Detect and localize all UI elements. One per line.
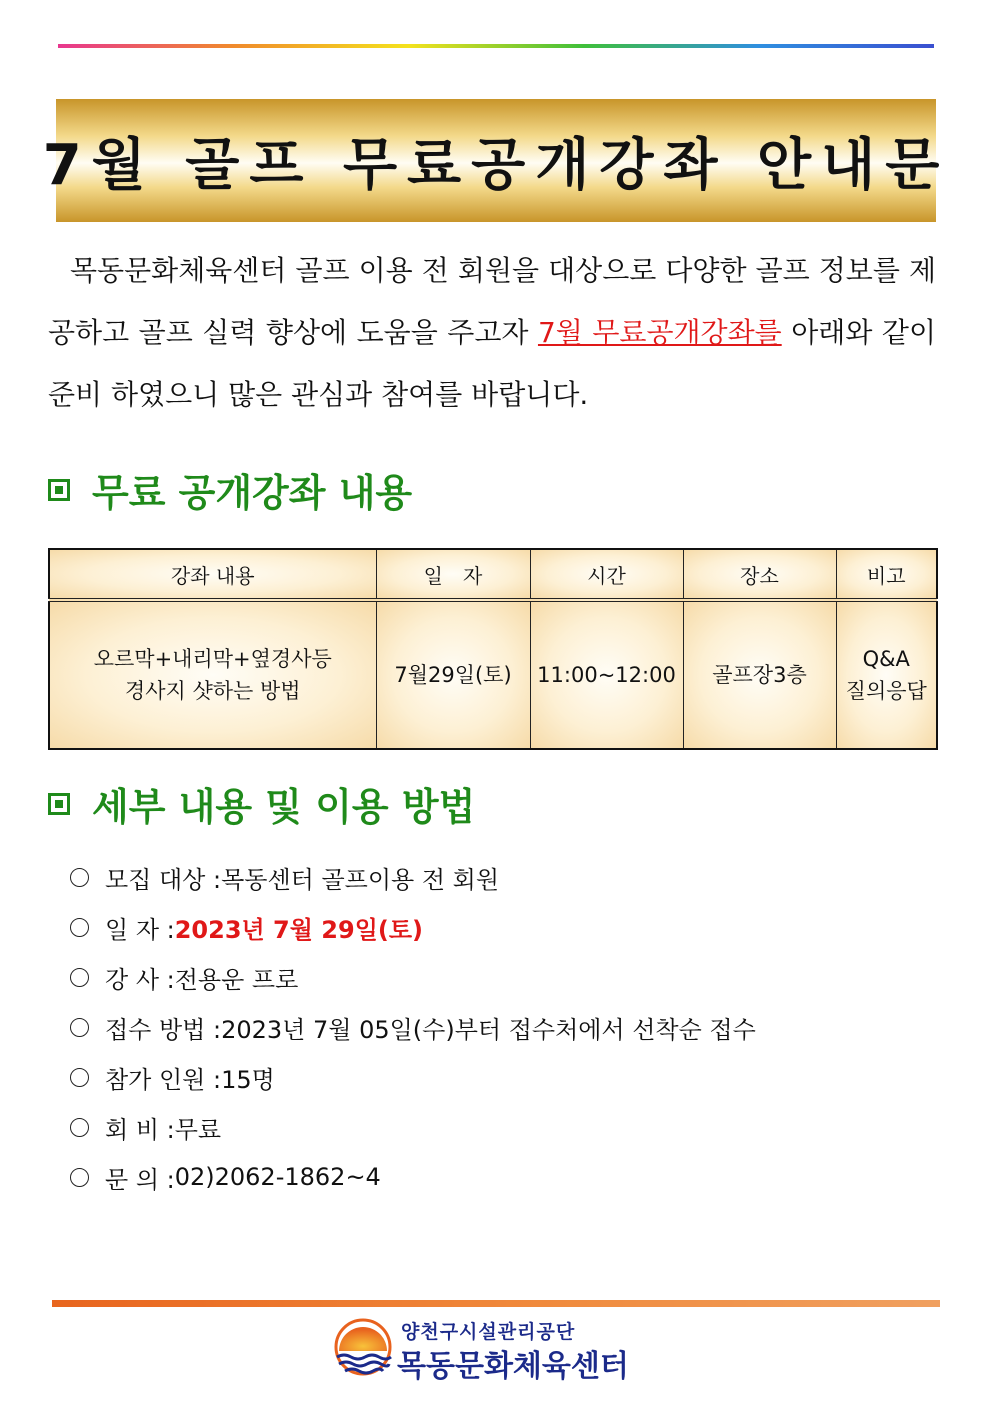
intro-text-after: 아래와 같이 준비 하였으니 많은 관심과 참여를 바랍니다. [48, 316, 936, 411]
section-title: 무료 공개강좌 내용 [92, 471, 413, 515]
item-label: 강 사 : [105, 965, 175, 994]
list-item [70, 1052, 756, 1102]
cell-time: 11:00~12:00 [530, 600, 683, 749]
square-bullet-icon [48, 479, 70, 501]
list-item [70, 1102, 756, 1152]
item-value: 2023년 7월 29일(토) [174, 915, 423, 944]
content-line-2: 경사지 샷하는 방법 [124, 679, 301, 703]
top-rainbow-divider [58, 44, 934, 48]
item-label: 일 자 : [105, 915, 175, 944]
section-heading-lecture [48, 462, 412, 517]
circle-bullet-icon [70, 868, 89, 887]
cell-content [49, 600, 376, 749]
item-value: 2023년 7월 05일(수)부터 접수처에서 선착순 접수 [221, 1015, 756, 1044]
list-item [70, 852, 756, 902]
item-label: 회 비 : [105, 1115, 175, 1144]
item-value: 02)2062-1862~4 [174, 1163, 381, 1191]
cell-place: 골프장3층 [683, 600, 836, 749]
bottom-orange-divider [52, 1300, 940, 1307]
list-item [70, 952, 756, 1002]
circle-bullet-icon [70, 1018, 89, 1037]
footer-center-name: 목동문화체육센터 [397, 1349, 629, 1384]
list-item [70, 1152, 756, 1202]
item-label: 모집 대상 : [105, 865, 222, 894]
item-label: 문 의 : [105, 1165, 175, 1194]
intro-text-before: 목동문화체육센터 골프 이용 전 회원을 대상으로 다양한 골프 정보를 제공하고 골프 실력 향상에 도움을 주고자 [48, 254, 936, 349]
item-value: 전용운 프로 [174, 965, 299, 994]
note-line-1: Q&A [862, 647, 910, 671]
item-value: 목동센터 골프이용 전 회원 [221, 865, 500, 894]
header-date: 일 자 [376, 549, 530, 600]
header-note: 비고 [836, 549, 937, 600]
intro-paragraph [48, 240, 936, 426]
item-value: 15명 [221, 1065, 275, 1094]
footer-logo [333, 1315, 693, 1384]
item-label: 참가 인원 : [105, 1065, 222, 1094]
cell-note [836, 600, 937, 749]
lecture-table [48, 548, 938, 750]
circle-bullet-icon [70, 918, 89, 937]
square-bullet-icon [48, 793, 70, 815]
circle-bullet-icon [70, 968, 89, 987]
sun-over-waves-icon [333, 1317, 393, 1377]
table-header-row [49, 549, 937, 600]
note-line-2: 질의응답 [845, 679, 927, 703]
item-label: 접수 방법 : [105, 1015, 222, 1044]
section-title: 세부 내용 및 이용 방법 [92, 785, 476, 829]
header-content: 강좌 내용 [49, 549, 376, 600]
item-value: 무료 [174, 1115, 222, 1144]
cell-date: 7월29일(토) [376, 600, 530, 749]
header-time: 시간 [530, 549, 683, 600]
section-heading-details [48, 776, 475, 831]
circle-bullet-icon [70, 1168, 89, 1187]
header-place: 장소 [683, 549, 836, 600]
table-row [49, 600, 937, 749]
details-list [70, 852, 756, 1202]
content-line-1: 오르막+내리막+옆경사등 [93, 647, 332, 671]
list-item [70, 1002, 756, 1052]
footer-org-name: 양천구시설관리공단 [401, 1321, 576, 1343]
page-title: 7월 골프 무료공개강좌 안내문 [42, 132, 950, 198]
circle-bullet-icon [70, 1068, 89, 1087]
list-item [70, 902, 756, 952]
intro-highlight: 7월 무료공개강좌를 [537, 316, 782, 349]
circle-bullet-icon [70, 1118, 89, 1137]
title-banner [42, 99, 950, 222]
